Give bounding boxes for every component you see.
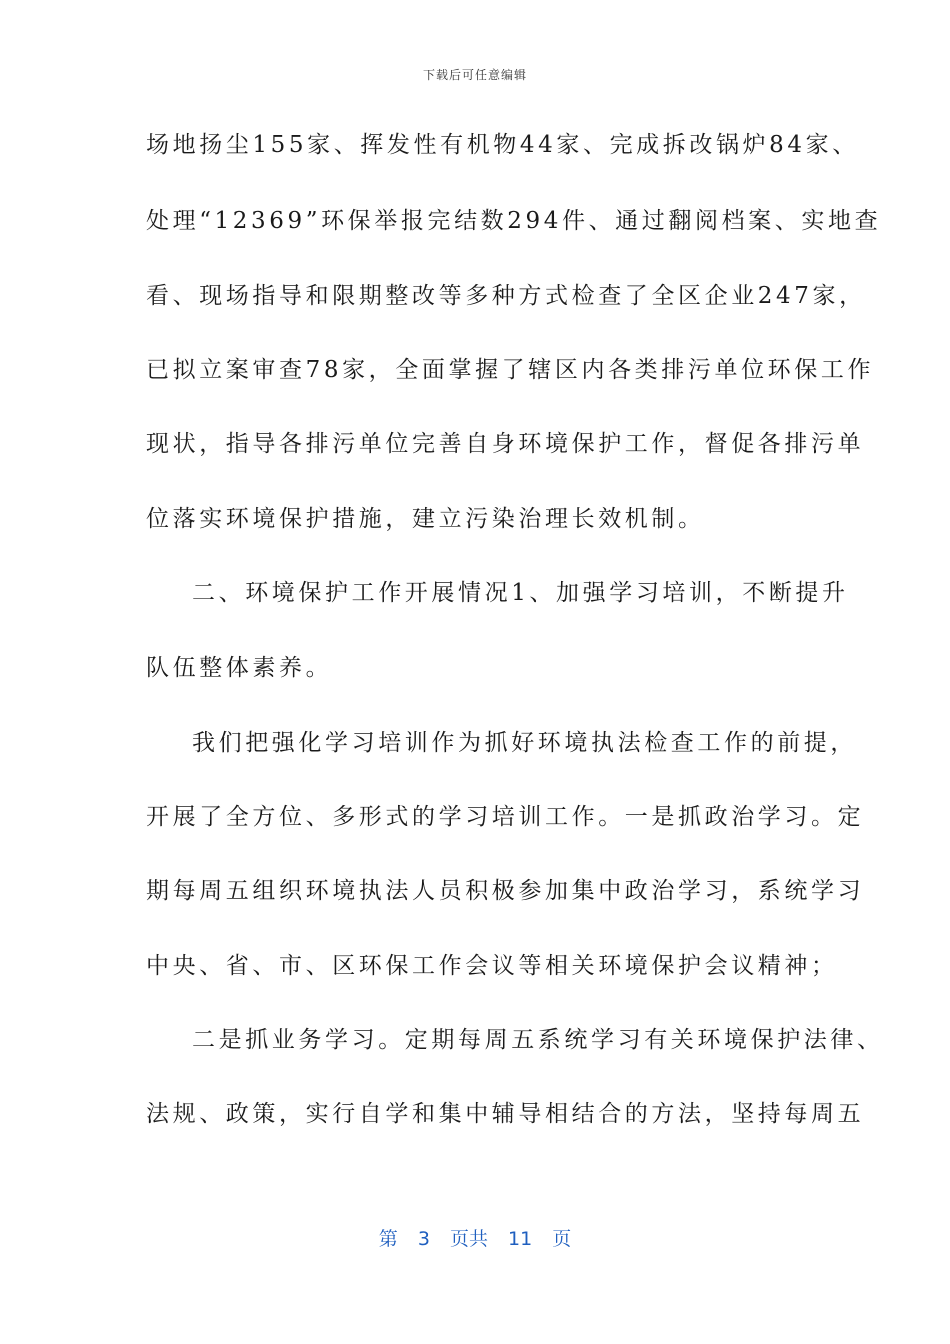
text-line: 二是抓业务学习。定期每周五系统学习有关环境保护法律、: [192, 1027, 884, 1053]
page-number: 第 3 页共 11 页: [378, 1228, 572, 1250]
text-line: 二、环境保护工作开展情况1、加强学习培训，不断提升: [192, 580, 849, 606]
text-line: 场地扬尘155家、挥发性有机物44家、完成拆改锅炉84家、: [146, 132, 859, 158]
text-line: 我们把强化学习培训作为抓好环境执法检查工作的前提，: [192, 730, 857, 756]
text-line: 开展了全方位、多形式的学习培训工作。一是抓政治学习。定: [146, 804, 865, 830]
text-line: 已拟立案审查78家，全面掌握了辖区内各类排污单位环保工作: [146, 357, 875, 383]
text-line: 处理“12369”环保举报完结数294件、通过翻阅档案、实地查: [146, 208, 882, 234]
text-line: 位落实环境保护措施，建立污染治理长效机制。: [146, 506, 705, 532]
text-line: 现状，指导各排污单位完善自身环境保护工作，督促各排污单: [146, 431, 865, 457]
text-line: 法规、政策，实行自学和集中辅导相结合的方法，坚持每周五: [146, 1101, 865, 1127]
text-line: 中央、省、市、区环保工作会议等相关环境保护会议精神；: [146, 953, 838, 979]
text-line: 期每周五组织环境执法人员积极参加集中政治学习，系统学习: [146, 878, 865, 904]
text-line: 队伍整体素养。: [146, 655, 333, 681]
header-note: 下载后可任意编辑: [422, 68, 527, 82]
text-line: 看、现场指导和限期整改等多种方式检查了全区企业247家，: [146, 283, 866, 309]
